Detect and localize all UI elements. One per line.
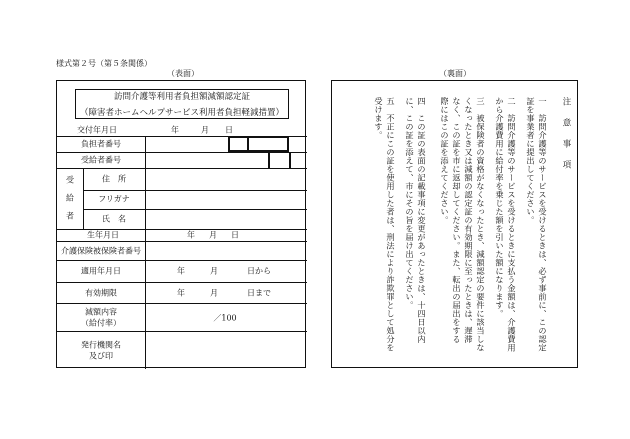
issue-month-unit: 月: [201, 125, 209, 135]
row-divider: [57, 241, 307, 242]
back-caption: （裏面）: [439, 69, 471, 78]
row-divider: [83, 190, 307, 191]
note-line: なく、この証を市に返却してください。また、転出の届出をする: [452, 97, 462, 344]
notes-title: 注 意 事 項: [561, 97, 571, 171]
row-divider: [57, 260, 307, 261]
note-line: 四 この証の表面の記載事項に変更があったときは、十四日以内: [417, 97, 427, 344]
insured-number-label: 介護保険被保険者番号: [61, 246, 141, 256]
furigana-label: フリガナ: [98, 194, 130, 204]
recipient-char-2: 給: [66, 193, 74, 203]
note-line: 五 不正にこの証を使用した者は、刑法により詐欺罪として処分を: [386, 97, 396, 352]
certificate-back: [331, 80, 578, 368]
valid-until-suffix: 日まで: [247, 288, 271, 298]
birth-month-unit: 月: [209, 230, 217, 240]
recipient-char-3: 者: [66, 211, 74, 221]
issuer-label-1: 発行機関名: [81, 340, 121, 350]
note-line: 際にはこの証を添えてください。: [440, 97, 450, 225]
applicable-from-suffix: 日から: [247, 266, 271, 276]
recipient-char-1: 受: [66, 175, 74, 185]
form-number: 様式第２号（第５条関係）: [56, 59, 152, 68]
reduction-label-2: （給付率）: [81, 318, 121, 328]
birth-date-label: 生年月日: [87, 230, 119, 240]
issue-date-label: 交付年月日: [77, 125, 117, 135]
applicable-month-unit: 月: [210, 266, 218, 276]
reduction-value: ／100: [213, 313, 237, 323]
certificate-front: [56, 80, 306, 368]
row-divider: [83, 209, 307, 210]
title-line-1: 訪問介護等利用者負担額減額認定証: [113, 92, 250, 102]
name-label: 氏 名: [102, 214, 126, 224]
front-caption: （表面）: [167, 69, 199, 78]
burden-number-label: 負担者番号: [81, 139, 121, 149]
note-line: から介護費用に給付率を乗じた額を引いた額になります。: [495, 97, 505, 318]
issue-day-unit: 日: [225, 125, 233, 135]
certificate-title: [75, 89, 289, 119]
note-line: 二 訪問介護等のサービスを受けるときに支払う金額は、介護費用: [507, 97, 517, 352]
recipient-number-label: 受給者番号: [81, 155, 121, 165]
note-line: 一 訪問介護等のサービスを受けるときは、必ず事前に、この認定: [538, 97, 548, 352]
row-divider: [57, 303, 307, 304]
birth-year-unit: 年: [187, 230, 195, 240]
note-line: 受けます。: [374, 97, 384, 140]
note-line: くなったとき又は減額の認定証の有効期限に至ったときは、遅滞: [464, 97, 474, 344]
row-divider: [57, 331, 307, 332]
note-line: に、この証を添えて、市にその旨を届け出てください。: [405, 97, 415, 310]
applicable-date-label: 適用年月日: [81, 266, 121, 276]
column-divider: [83, 168, 84, 229]
digit-separator: [289, 152, 291, 168]
address-label: 住 所: [102, 174, 126, 184]
valid-period-label: 有効期限: [85, 288, 117, 298]
row-divider: [57, 282, 307, 283]
row-divider: [57, 168, 307, 169]
birth-day-unit: 日: [231, 230, 239, 240]
title-line-2: （障害者ホームヘルプサービス利用者負担軽減措置）: [79, 108, 284, 118]
column-divider: [145, 136, 146, 369]
valid-year-unit: 年: [177, 288, 185, 298]
digit-separator: [247, 136, 249, 152]
issue-year-unit: 年: [171, 125, 179, 135]
valid-month-unit: 月: [210, 288, 218, 298]
note-line: 三 被保険者の資格がなくなったとき、減額認定の要件に該当しな: [476, 97, 486, 352]
applicable-year-unit: 年: [177, 266, 185, 276]
note-line: 証を事業者に提出してください。: [526, 97, 536, 225]
burden-number-digit-box[interactable]: [228, 136, 289, 152]
reduction-label-1: 減額内容: [85, 307, 117, 317]
issuer-label-2: 及び印: [89, 351, 113, 361]
digit-separator: [268, 152, 270, 168]
